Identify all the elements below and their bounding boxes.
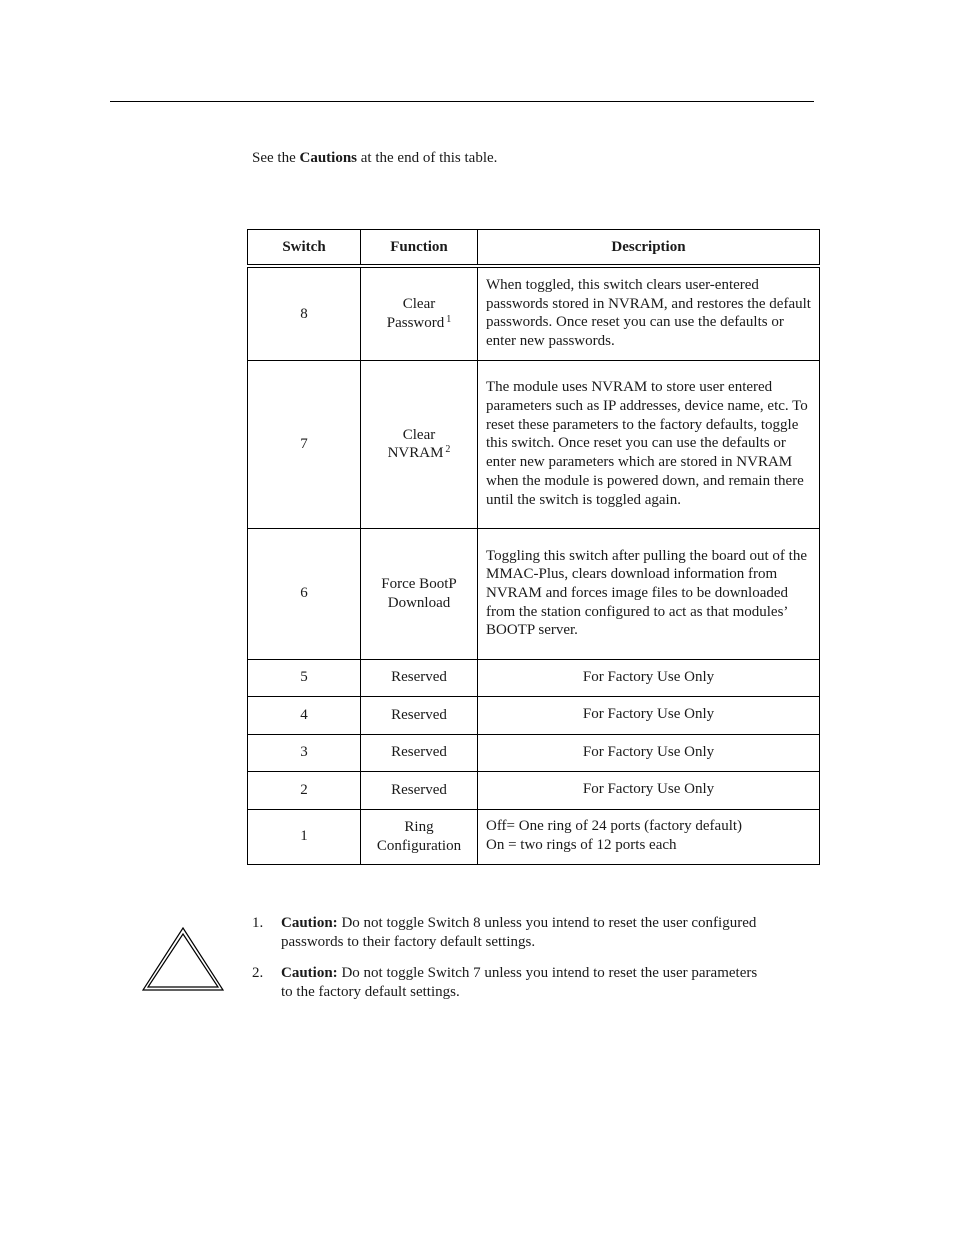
caution-note — [252, 914, 772, 952]
switch-number: 8 — [248, 266, 361, 360]
switch-settings-table — [247, 229, 820, 865]
switch-description: When toggled, this switch clears user-entered passwords stored in NVRAM, and restores the default passwords. Once reset you can use the defaults or enter new passwords. — [478, 266, 820, 360]
note-label: Caution: — [281, 915, 338, 931]
switch-number: 6 — [248, 528, 361, 659]
caution-notes — [252, 914, 772, 1014]
column-header-function: Function — [361, 230, 478, 267]
switch-description: The module uses NVRAM to store user entered parameters such as IP addresses, device name, etc. To reset these parameters to the factory defaults, toggle this switch. Once reset you can use the defaults or enter new parameters which are stored in NVRAM when the module is powered down, and remain there until the switch is toggled again. — [478, 360, 820, 528]
footnote-marker: 1 — [446, 313, 452, 325]
note-text: Do not toggle Switch 7 unless you intend to reset the user parameters to the factory default settings. — [281, 965, 758, 1000]
switch-description: Toggling this switch after pulling the board out of the MMAC-Plus, clears download information from NVRAM and forces image files to be downloaded from the station configured to act as that modules’ BOOTP server. — [478, 528, 820, 659]
table-row — [248, 696, 820, 734]
caution-note — [252, 964, 772, 1002]
table-row — [248, 266, 820, 360]
caution-triangle-icon — [141, 926, 225, 992]
column-header-description: Description — [478, 230, 820, 267]
table-row — [248, 771, 820, 809]
switch-function: Reserved — [361, 734, 478, 771]
switch-number: 7 — [248, 360, 361, 528]
switch-function: Clear NVRAM $^2$ — [361, 360, 478, 528]
switch-number: 1 — [248, 809, 361, 864]
note-text: Do not toggle Switch 8 unless you intend to reset the user configured passwords to their factory default settings. — [281, 915, 757, 950]
table-header-row — [248, 230, 820, 267]
switch-function: Clear Password $^1$ — [361, 266, 478, 360]
switch-function: Ring Configuration — [361, 809, 478, 864]
note-number: 2. — [252, 965, 264, 981]
intro-text: See the Cautions at the end of this table. — [252, 150, 498, 166]
column-header-switch: Switch — [248, 230, 361, 267]
switch-description: For Factory Use Only — [478, 696, 820, 734]
switch-number: 2 — [248, 771, 361, 809]
switch-description: For Factory Use Only — [478, 734, 820, 771]
switch-description: Off= One ring of 24 ports (factory default) On = two rings of 12 ports each — [478, 809, 820, 864]
switch-number: 4 — [248, 696, 361, 734]
table-row — [248, 734, 820, 771]
switch-number: 5 — [248, 659, 361, 696]
table-row — [248, 659, 820, 696]
footnote-marker: 2 — [445, 444, 451, 456]
switch-function: Reserved — [361, 696, 478, 734]
switch-description: For Factory Use Only — [478, 771, 820, 809]
switch-function: Reserved — [361, 659, 478, 696]
switch-description: For Factory Use Only — [478, 659, 820, 696]
table-row — [248, 809, 820, 864]
switch-function: Reserved — [361, 771, 478, 809]
note-number: 1. — [252, 915, 264, 931]
switch-number: 3 — [248, 734, 361, 771]
cautions-emphasis: Cautions — [299, 150, 358, 166]
note-label: Caution: — [281, 965, 338, 981]
table-row — [248, 528, 820, 659]
switch-function: Force BootP Download — [361, 528, 478, 659]
table-row — [248, 360, 820, 528]
header-rule — [110, 101, 814, 102]
